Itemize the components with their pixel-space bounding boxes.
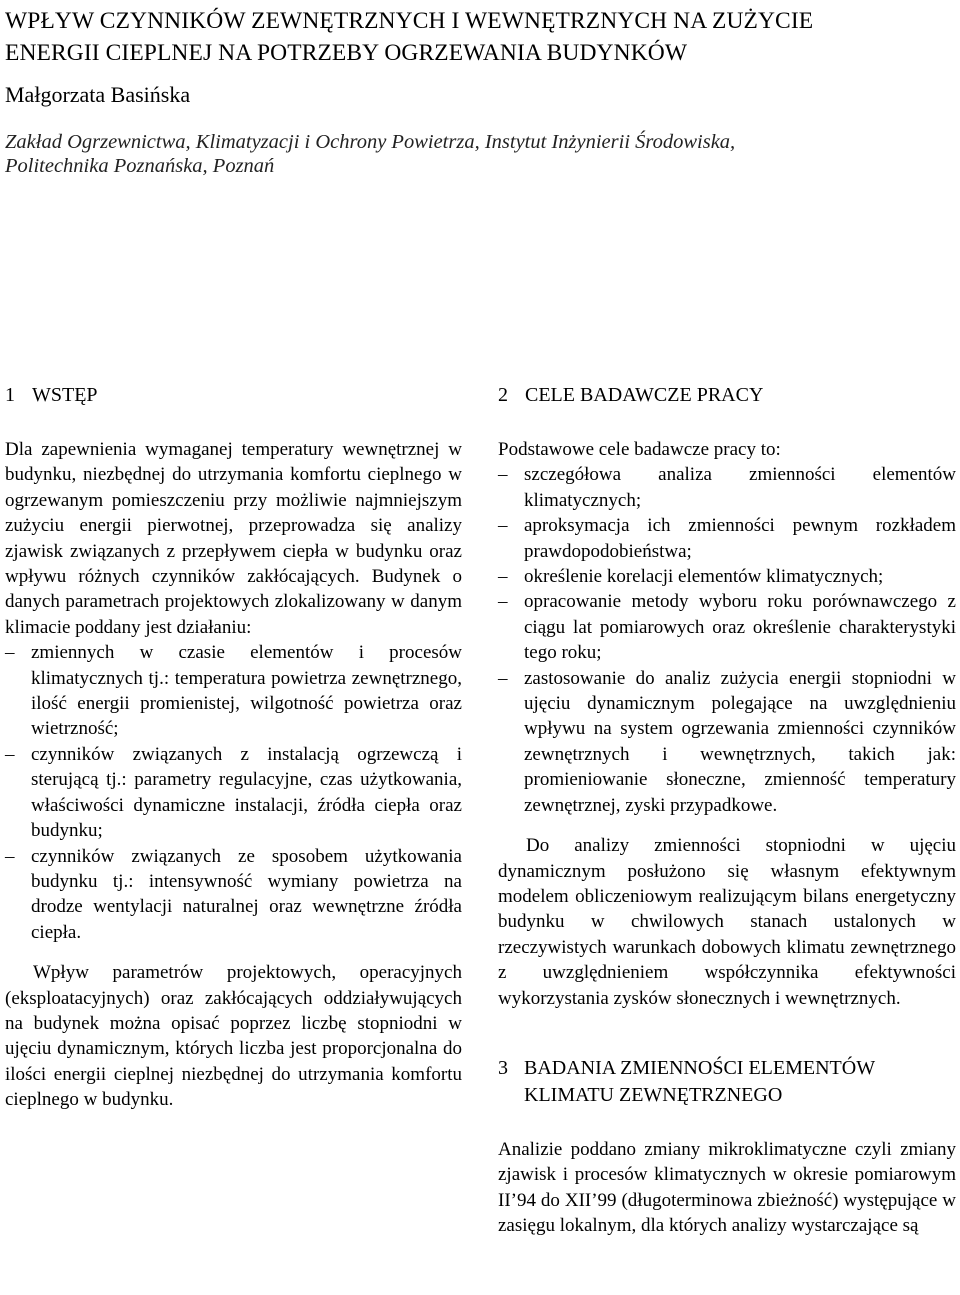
section-3-title-line-2: KLIMATU ZEWNĘTRZNEGO xyxy=(524,1083,783,1106)
section-1-paragraph-1: Dla zapewnienia wymaganej temperatury wewnętrznej w budynku, niezbędnej do utrzymania komfortu cieplnego w ogrzewanym pomieszczeniu przy możliwie najmniejszym zużyciu energii pierwotnej, przeprowadza się analizy zjawisk związanych z przepływem ciepła w budynku oraz wpływu różnych czynników zakłócających. Budynek o danych parametrach projektowych zlokalizowany w danym klimacie poddany jest działaniu: xyxy=(5,439,462,638)
section-3-title xyxy=(524,1055,875,1109)
list-item: – opracowanie metody wyboru roku porównawczego z ciągu lat pomiarowych oraz określenie charakterystyki tego roku; xyxy=(498,589,956,665)
section-1-title: WSTĘP xyxy=(32,384,98,406)
list-item: – zmiennych w czasie elementów i procesów klimatycznych tj.: temperatura powietrza zewnętrznego, ilość energii promienistej, wilgotność powietrza oraz wietrzność; xyxy=(5,640,462,742)
right-column xyxy=(498,382,956,1239)
section-1-paragraph-2: Wpływ parametrów projektowych, operacyjnych (eksploatacyjnych) oraz zakłócających oddziaływujących na budynek można opisać poprzez liczbę stopniodni w ujęciu dynamicznym, których liczba jest proporcjonalna do ilości energii cieplnej niezbędnej do utrzymania komfortu cieplnego w budynku. xyxy=(5,962,462,1111)
section-1-heading xyxy=(5,382,462,409)
list-item: – szczegółowa analiza zmienności elementów klimatycznych; xyxy=(498,462,956,513)
section-1-number: 1 xyxy=(5,384,15,406)
section-3-paragraph: Analizie poddano zmiany mikroklimatyczne czyli zmiany zjawisk i procesów klimatycznych w okresie pomiarowym II’94 do XII’99 (długoterminowa zbieżność) występujące w zasięgu lokalnym, dla których analizy wystarczające są xyxy=(498,1138,956,1237)
title-line-2: ENERGII CIEPLNEJ NA POTRZEBY OGRZEWANIA BUDYNKÓW xyxy=(5,40,688,66)
section-3-title-line-1: BADANIA ZMIENNOŚCI ELEMENTÓW xyxy=(524,1056,876,1079)
list-item: – aproksymacja ich zmienności pewnym rozkładem prawdopodobieństwa; xyxy=(498,513,956,564)
research-goals-list xyxy=(498,462,956,818)
section-2-paragraph: Do analizy zmienności stopniodni w ujęciu dynamicznym posłużono się własnym efektywnym modelem obliczeniowym realizującym bilans energetyczny budynku w chwilowych stanach ustalonych w rzeczywistych warunkach dobowych klimatu zewnętrznego z uwzględnieniem współczynnika efektywności wykorzystania zysków słonecznych i wewnętrznych. xyxy=(498,835,956,1009)
left-column xyxy=(5,382,462,1113)
paper-title xyxy=(5,5,955,69)
list-item: – czynników związanych z instalacją ogrzewczą i sterującą tj.: parametry regulacyjne, czas użytkowania, właściwości dynamiczne instalacji, źródła ciepła oraz budynku; xyxy=(5,742,462,844)
list-item: – czynników związanych ze sposobem użytkowania budynku tj.: intensywność wymiany powietrza na drodze wentylacji naturalnej oraz wewnętrzne źródła ciepła. xyxy=(5,844,462,946)
author-name: Małgorzata Basińska xyxy=(5,82,191,107)
affiliation-line-2: Politechnika Poznańska, Poznań xyxy=(5,155,275,177)
section-3-heading xyxy=(498,1055,956,1109)
section-2-number: 2 xyxy=(498,384,508,406)
factors-list xyxy=(5,640,462,945)
list-item: – zastosowanie do analiz zużycia energii stopniodni w ujęciu dynamicznym polegające na uwzględnieniu wpływu na system ogrzewania zmienności czynników zewnętrznych i wewnętrznych, takich jak: promieniowanie słoneczne, zmienność temperatury zewnętrznej, zyski przypadkowe. xyxy=(498,666,956,818)
section-2-heading xyxy=(498,382,956,409)
section-2-intro: Podstawowe cele badawcze pracy to: xyxy=(498,439,781,460)
affiliation-line-1: Zakład Ogrzewnictwa, Klimatyzacji i Ochrony Powietrza, Instytut Inżynierii Środowiska, xyxy=(5,131,736,153)
section-3-number: 3 xyxy=(498,1056,508,1079)
section-2-title: CELE BADAWCZE PRACY xyxy=(525,384,764,406)
list-item: – określenie korelacji elementów klimatycznych; xyxy=(498,564,956,589)
author-affiliation xyxy=(5,130,960,178)
title-line-1: WPŁYW CZYNNIKÓW ZEWNĘTRZNYCH I WEWNĘTRZNYCH NA ZUŻYCIE xyxy=(5,8,814,34)
